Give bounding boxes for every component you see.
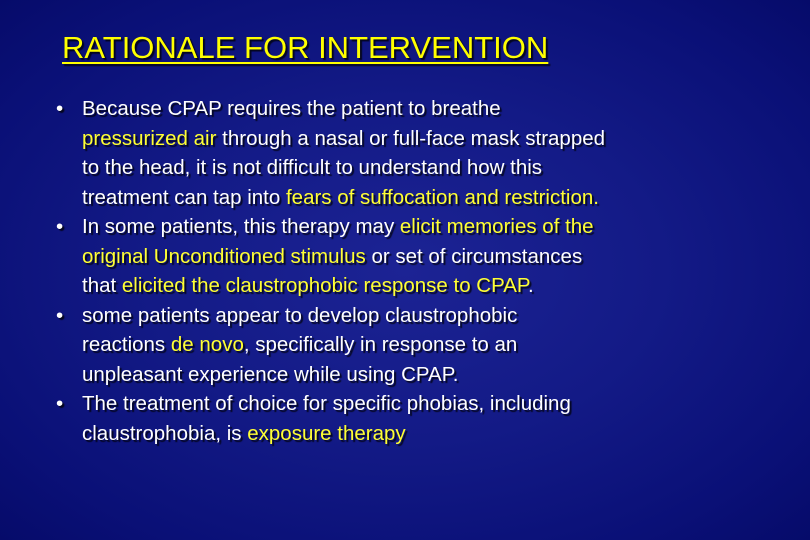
bullet-line (82, 153, 756, 183)
body-text: Because CPAP requires the patient to breathe (82, 97, 501, 120)
body-text: claustrophobia, is (82, 421, 248, 445)
bullet-line (82, 330, 756, 360)
highlighted-text: elicit memories of the (399, 215, 594, 238)
bullet-line (82, 301, 756, 331)
body-text: In some patients, this therapy may (82, 215, 400, 238)
body-text: through a nasal or full-face mask strapped (216, 126, 606, 150)
bullet-line (82, 360, 756, 390)
highlighted-text: original Unconditioned stimulus (82, 244, 366, 268)
bullet-item (56, 94, 756, 212)
body-text: that (82, 274, 122, 297)
body-text: or set of circumstances (365, 244, 583, 268)
bullet-line (82, 389, 756, 419)
bullet-item (56, 389, 756, 448)
bullet-item (56, 212, 756, 301)
bullet-line (82, 183, 756, 213)
slide-title: RATIONALE FOR INTERVENTION (62, 30, 549, 65)
bullet-list (56, 94, 756, 448)
bullet-line (82, 212, 756, 242)
body-text: treatment can tap into (82, 185, 286, 209)
bullet-line (82, 124, 756, 154)
highlighted-text: exposure therapy (247, 421, 406, 445)
bullet-line (82, 242, 756, 272)
bullet-line (82, 94, 756, 124)
highlighted-text: elicited the claustrophobic response to CPAP (121, 274, 528, 297)
highlighted-text: de novo (170, 333, 244, 356)
body-text: The treatment of choice for specific phobias, including (82, 392, 571, 415)
body-text: some patients appear to develop claustrophobic (82, 303, 518, 327)
highlighted-text: pressurized air (82, 126, 217, 150)
body-text: reactions (82, 333, 171, 356)
body-text: . (527, 274, 534, 297)
bullet-item (56, 301, 756, 390)
body-text: , specifically in response to an (243, 333, 518, 356)
body-text: unpleasant experience while using CPAP. (82, 362, 459, 386)
highlighted-text: fears of suffocation and restriction. (285, 185, 599, 209)
bullet-line (82, 419, 756, 449)
body-text: to the head, it is not difficult to understand how this (82, 156, 543, 179)
bullet-line (82, 271, 756, 301)
